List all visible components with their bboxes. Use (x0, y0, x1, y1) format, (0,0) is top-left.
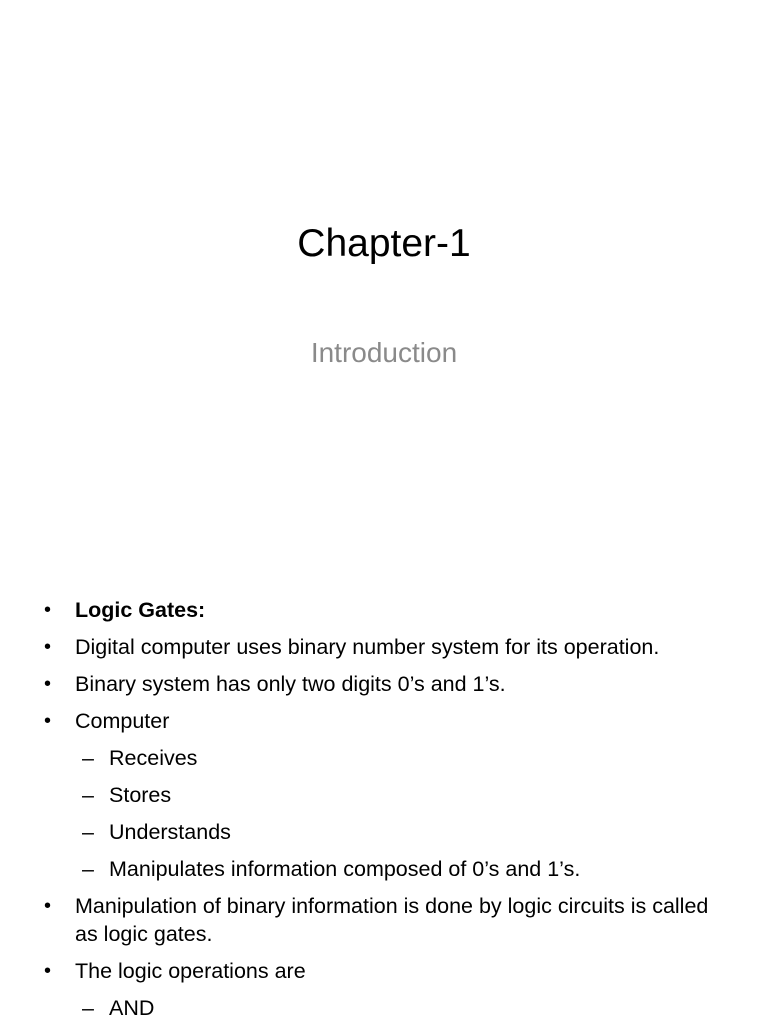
bullet-marker: • (44, 636, 52, 658)
bullet-heading: Logic Gates: (75, 598, 206, 622)
bullet-text: Digital computer uses binary number system for its operation. (75, 635, 660, 659)
bullet-marker: • (44, 599, 52, 621)
bullet-marker: • (44, 673, 52, 695)
bullet-text: The logic operations are (75, 959, 306, 983)
dash-marker: – (82, 746, 94, 770)
dash-marker: – (82, 996, 94, 1020)
sub-bullet-item (0, 818, 768, 846)
sub-bullet-text: Stores (109, 783, 172, 807)
bullet-list (0, 596, 768, 1022)
bullet-item (0, 957, 768, 985)
bullet-marker: • (44, 960, 52, 982)
slide-subtitle: Introduction (310, 337, 458, 368)
bullet-text: Manipulation of binary information is done by logic circuits is called as logic gates. (75, 894, 709, 946)
bullet-text: Computer (75, 709, 170, 733)
bullet-item (0, 707, 768, 735)
sub-bullet-item (0, 994, 768, 1022)
dash-marker: – (82, 783, 94, 807)
dash-marker: – (82, 857, 94, 881)
bullet-text: Binary system has only two digits 0’s and 1’s. (75, 672, 506, 696)
bullet-marker: • (44, 710, 52, 732)
sub-bullet-text: AND (109, 996, 155, 1020)
content-slide (0, 596, 768, 1024)
bullet-item (0, 633, 768, 661)
sub-bullet-item (0, 855, 768, 883)
sub-bullet-item (0, 781, 768, 809)
bullet-marker: • (44, 895, 52, 917)
sub-bullet-text: Receives (109, 746, 198, 770)
bullet-item (0, 892, 768, 948)
sub-bullet-item (0, 744, 768, 772)
slide-title: Chapter-1 (297, 222, 471, 265)
sub-bullet-text: Manipulates information composed of 0’s and 1’s. (109, 857, 581, 881)
bullet-item (0, 596, 768, 624)
bullet-item (0, 670, 768, 698)
sub-bullet-text: Understands (109, 820, 231, 844)
dash-marker: – (82, 820, 94, 844)
